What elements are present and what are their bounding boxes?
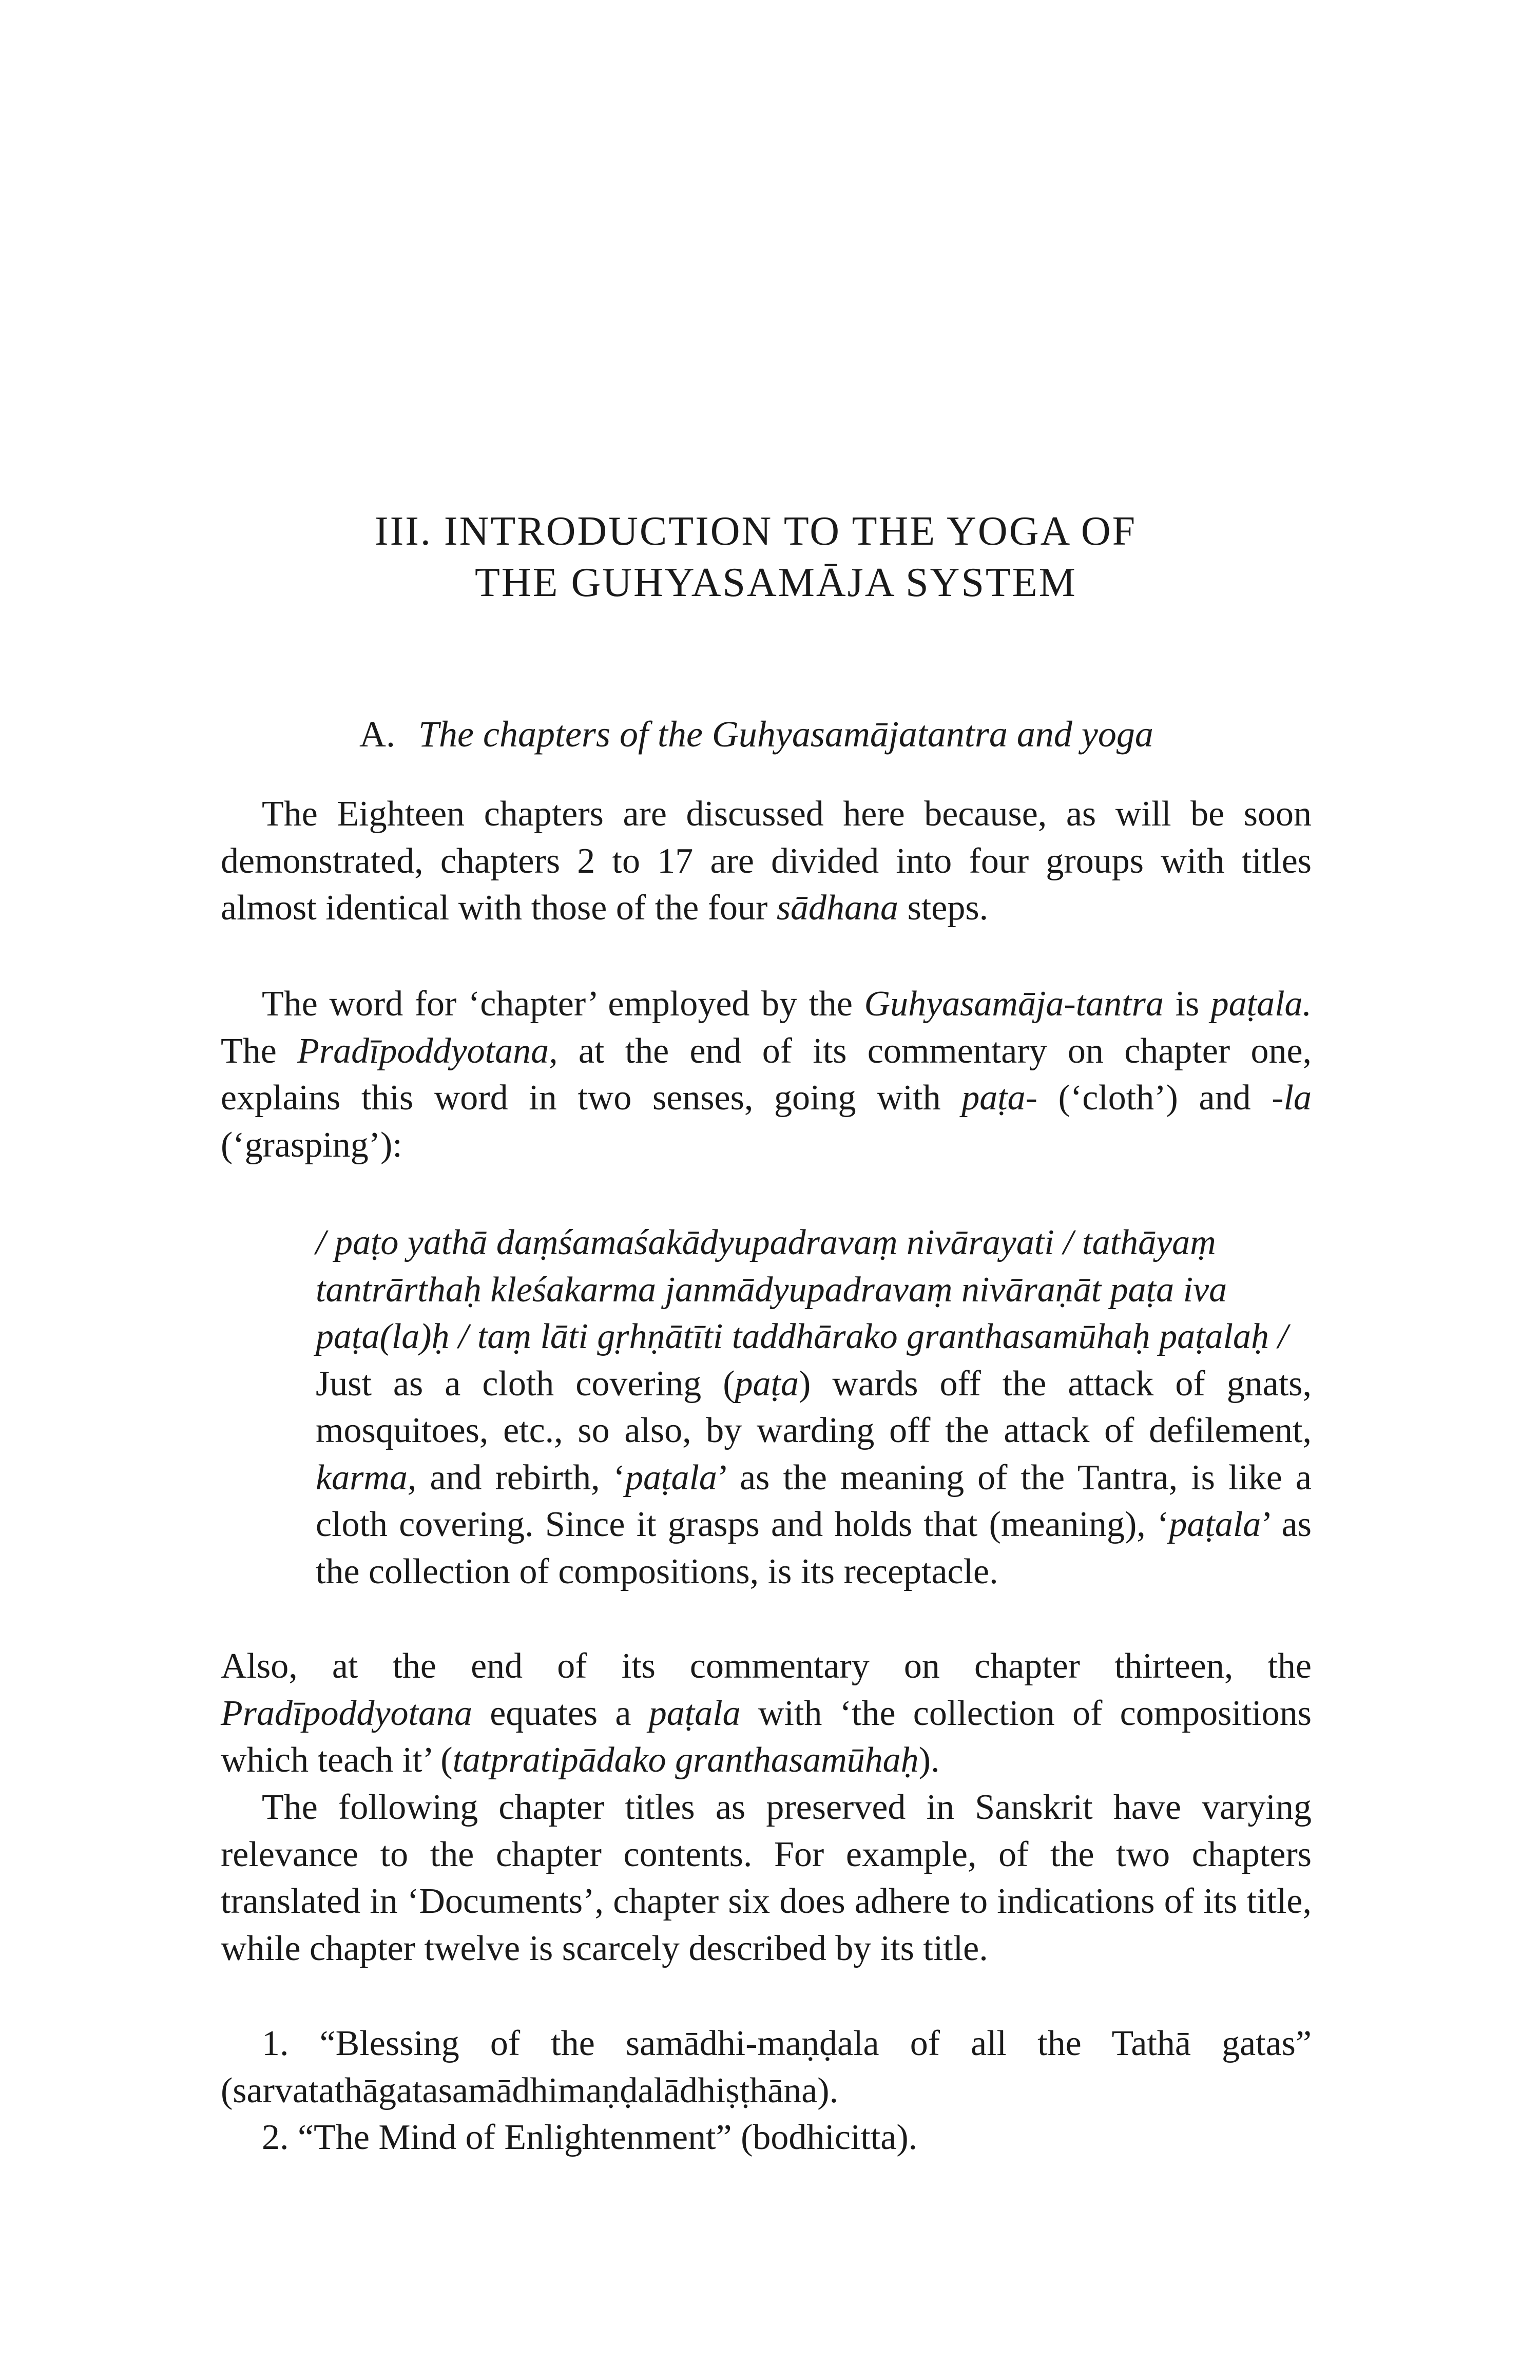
para3-text: equates a: [490, 1693, 631, 1733]
para2-italic: Pradīpoddyotana,: [297, 1031, 558, 1071]
list-item: 1. “Blessing of the samādhi-maṇḍala of all the Tathā gatas” (sarvatathāgatasamādhimaṇḍalādhiṣṭhāna).: [221, 2024, 1312, 2110]
paragraph-intro: [221, 791, 1312, 932]
para3-text: ).: [918, 1740, 940, 1780]
para2-text: is: [1175, 984, 1200, 1024]
para1-end: steps.: [907, 888, 989, 928]
block-quote: [316, 1219, 1312, 1595]
section-label: A.: [359, 714, 395, 755]
para3-italic: Pradīpoddyotana: [221, 1693, 472, 1733]
quote-text: ’ as the collection of compositions, is its receptacle.: [316, 1505, 1312, 1591]
chapter-heading: [375, 506, 1299, 608]
para2-text: (‘grasping’):: [221, 1125, 402, 1165]
quote-text: Just as a cloth covering (: [316, 1364, 735, 1404]
para2-italic: paṭa-: [961, 1078, 1037, 1118]
paragraph-patala: [221, 981, 1312, 1168]
section-heading: [359, 711, 1283, 757]
para2-text: at the end of its commentary on chapter one, explains this word in two senses, going with: [221, 1031, 1312, 1118]
para2-text: The word for ‘chapter’ employed by the: [262, 984, 853, 1024]
para2-italic: Guhyasamāja-tantra: [864, 984, 1164, 1024]
para2-text: The: [221, 1031, 277, 1071]
para3-text: Also, at the end of its commentary on chapter thirteen, the: [221, 1646, 1312, 1686]
chapter-heading-line2: THE GUHYASAMĀJA SYSTEM: [475, 560, 1077, 605]
quote-italic: paṭa: [735, 1364, 799, 1404]
para4-text: The following chapter titles as preserved in Sanskrit have varying relevance to the chapter contents. For example, of the two chapters translated in ‘Documents’, chapter six does adhere to indications of its title, while chapter twelve is scarcely described by its title.: [221, 1788, 1312, 1968]
paragraph-chapter-titles: [221, 1784, 1312, 1972]
chapter-heading-line1: III. INTRODUCTION TO THE YOGA OF: [375, 509, 1137, 554]
quote-text: ) wards off the attack of gnats, mosquitoes, etc., so also, by warding off the attack of defilement,: [316, 1364, 1312, 1450]
para1-text: The Eighteen chapters are discussed here because, as will be soon demonstrated, chapters 2 to 17 are divided into four groups with titles almost identical with those of the four: [221, 794, 1312, 928]
sanskrit-quote: / paṭo yathā daṃśamaśakādyupadravaṃ nivārayati / tathāyaṃ tantrārthaḥ kleśakarma janmādyupadravaṃ nivāraṇāt paṭa iva paṭa(la)ḥ / taṃ lāti gṛhṇātīti taddhārako granthasamūhaḥ paṭalaḥ /: [316, 1223, 1288, 1356]
paragraph-chapter-thirteen: [221, 1643, 1312, 1784]
list-item: 2. “The Mind of Enlightenment” (bodhicitta).: [262, 2118, 918, 2157]
quote-text: and rebirth, ‘: [430, 1457, 626, 1498]
para1-italic: sādhana: [776, 888, 899, 928]
para3-italic: tatpratipādako granthasamūhaḥ: [452, 1740, 919, 1780]
quote-translation: [316, 1360, 1312, 1596]
para3-italic: paṭala: [648, 1693, 741, 1733]
quote-italic: paṭala: [1169, 1505, 1261, 1544]
para2-italic: paṭala.: [1210, 984, 1312, 1024]
chapter-title-list: [221, 2020, 1312, 2161]
quote-text: ’ as the meaning of the Tantra, is like a cloth covering. Since it grasps and holds that (meaning), ‘: [316, 1457, 1312, 1544]
quote-italic: karma,: [316, 1457, 417, 1498]
section-title: The chapters of the Guhyasamājatantra and yoga: [418, 714, 1153, 755]
para2-italic: -la: [1272, 1078, 1312, 1118]
quote-italic: paṭala: [625, 1457, 717, 1498]
para2-text: (‘cloth’) and: [1058, 1078, 1251, 1118]
para3-text: with ‘the collection of compositions which teach it’ (: [221, 1693, 1312, 1780]
